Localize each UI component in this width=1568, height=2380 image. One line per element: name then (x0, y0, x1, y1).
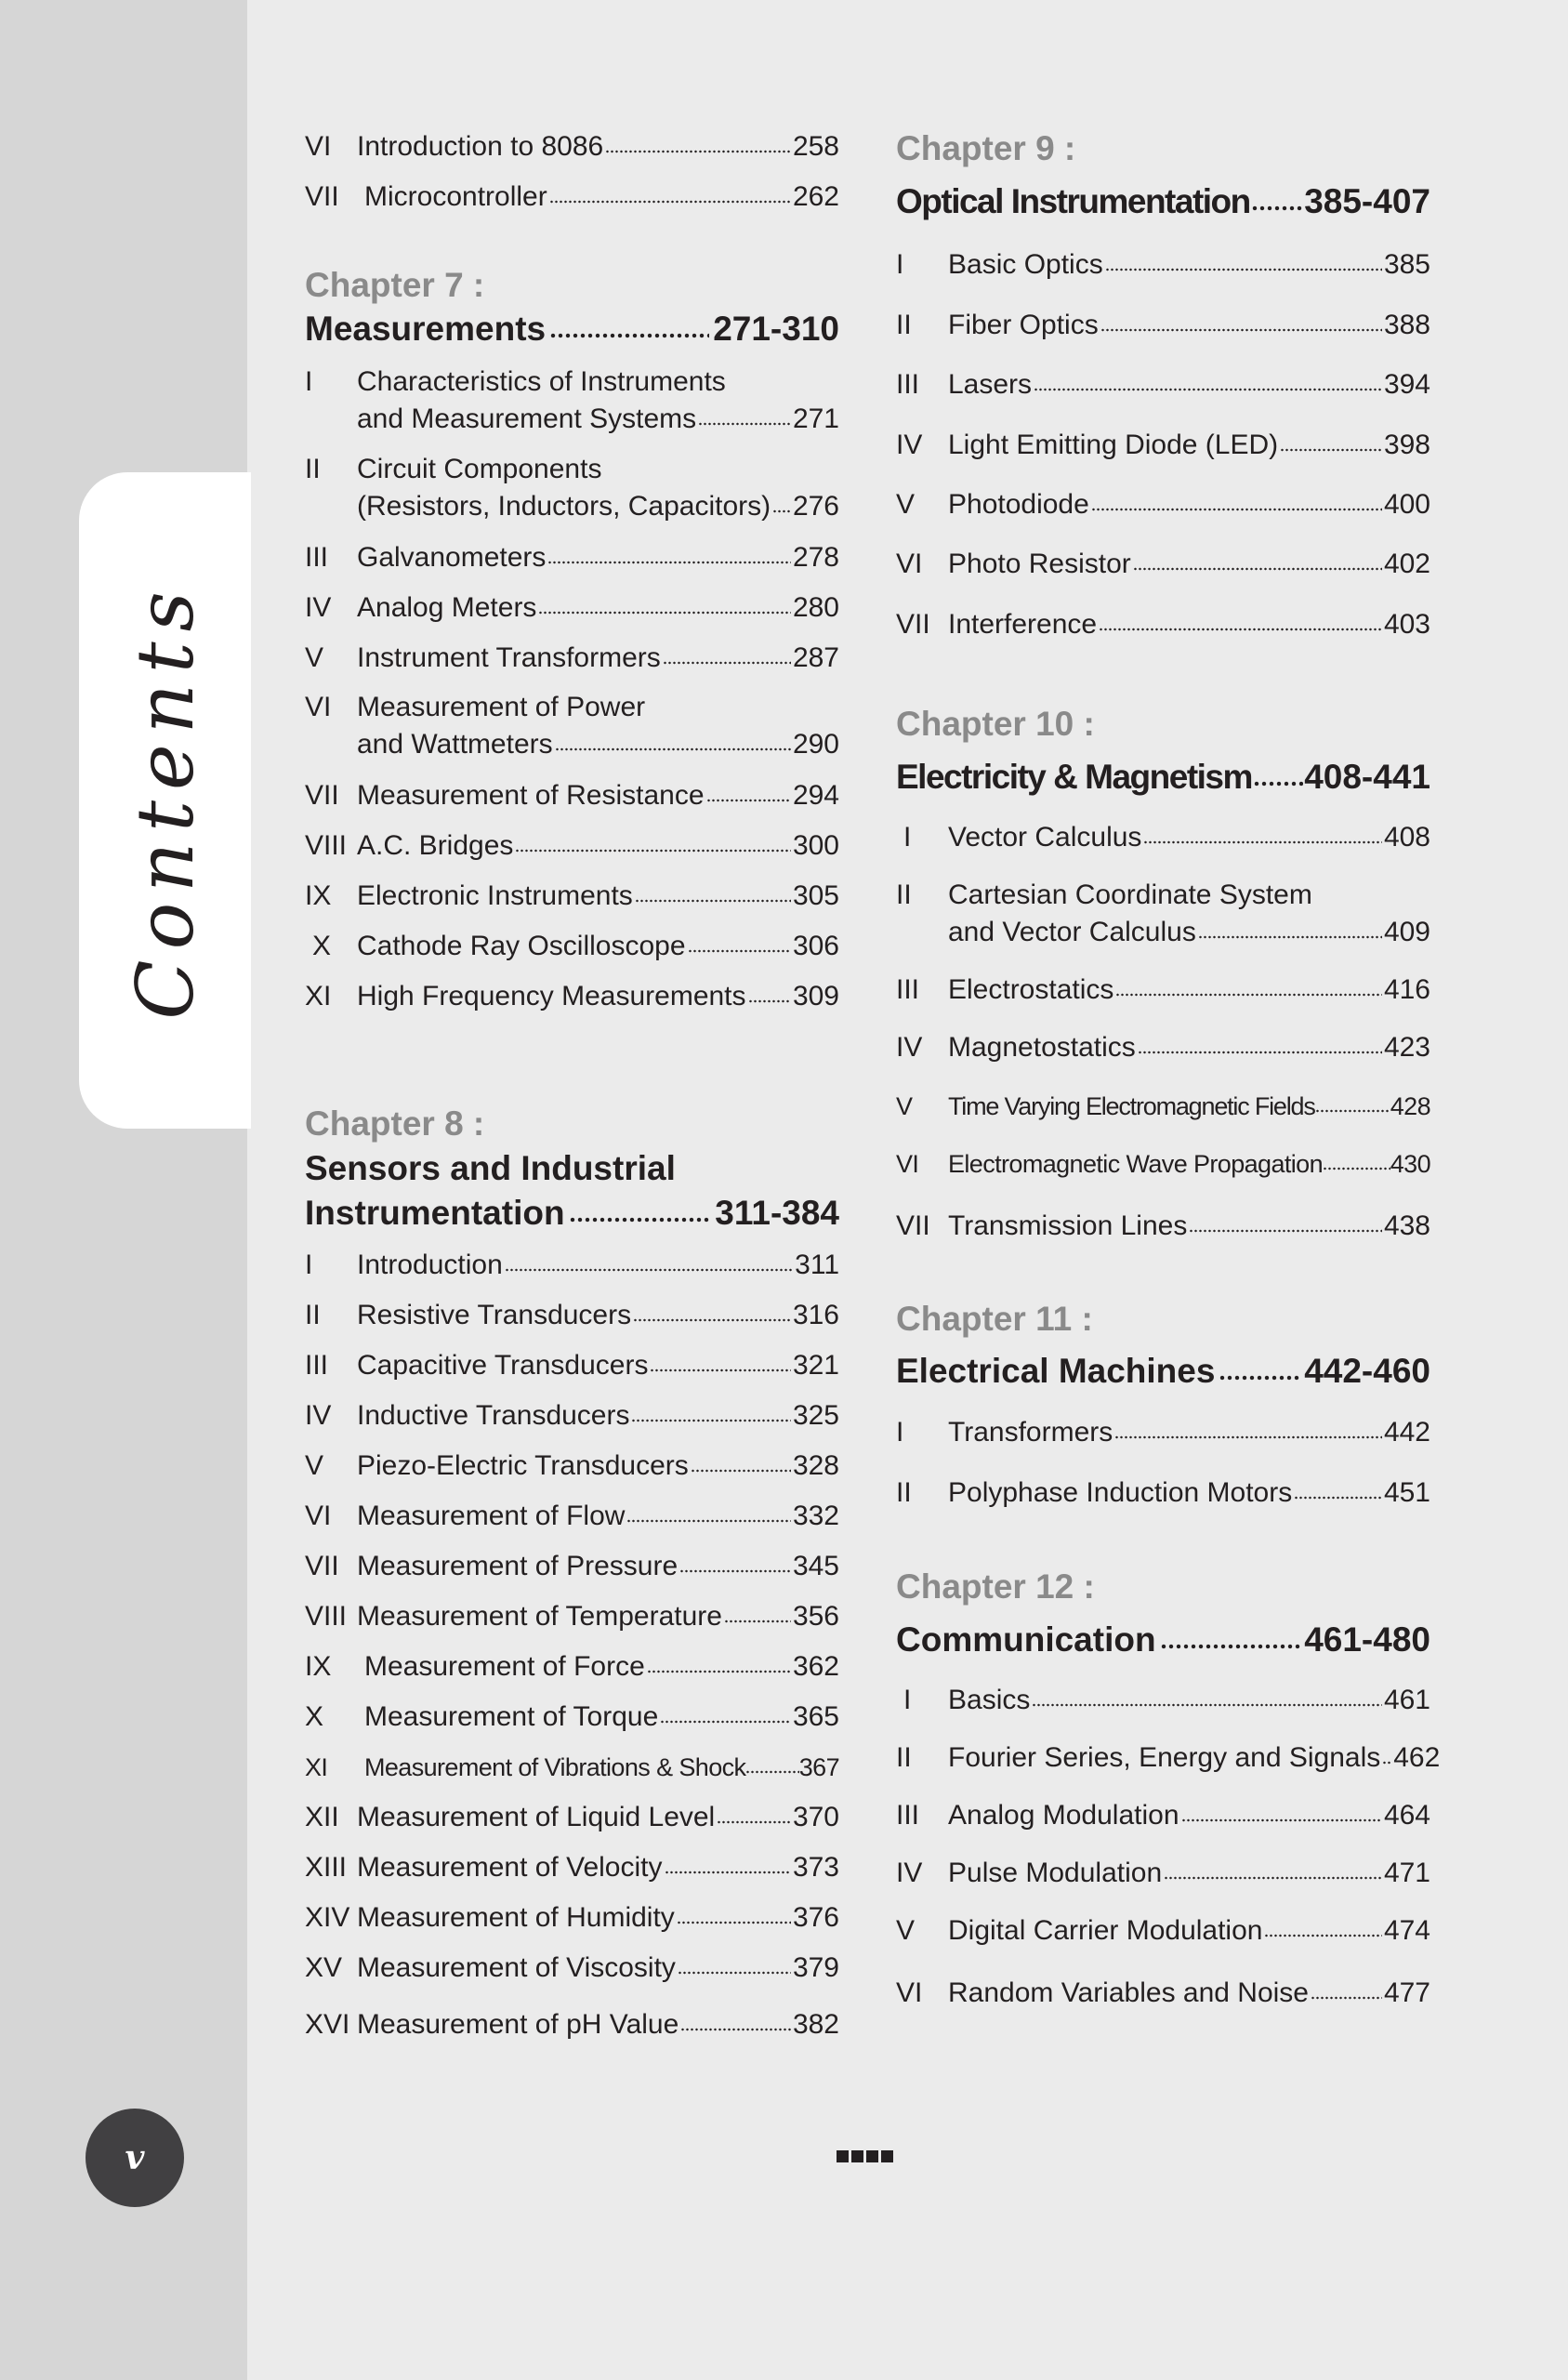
entry-title-line2: and Measurement Systems (357, 403, 697, 434)
entry-page: 294 (792, 780, 839, 811)
entry-number: XV (305, 1952, 343, 1983)
leader-dots (1105, 266, 1382, 273)
entry-number: VII (305, 1551, 339, 1581)
entry-number: XVI (305, 2009, 350, 2040)
contents-label: Contents (120, 581, 211, 1020)
leader-dots (680, 2026, 791, 2033)
entry-number: VII (305, 780, 339, 811)
entry-number: XIV (305, 1902, 350, 1933)
entry-page: 376 (792, 1902, 839, 1933)
chapter-label: Chapter 8 : (305, 1104, 485, 1143)
entry-page: 356 (792, 1601, 839, 1632)
leader-dots (1160, 1642, 1301, 1651)
entry-title: Basic Optics (948, 249, 1103, 280)
entry-page: 428 (1390, 1092, 1430, 1120)
entry-page: 328 (792, 1450, 839, 1481)
entry-page: 309 (792, 981, 839, 1012)
entry-number: X (312, 931, 332, 961)
entry-number: VIII (305, 830, 348, 861)
entry-number: II (896, 310, 912, 340)
entry-page: 306 (792, 931, 839, 961)
leader-dots (677, 1919, 791, 1926)
entry-page: 464 (1383, 1800, 1430, 1831)
entry-page: 373 (792, 1852, 839, 1883)
chapter-name: Measurements (305, 310, 547, 348)
chapter-title[interactable] (896, 1618, 1430, 1662)
entry-title: Pulse Modulation (948, 1858, 1163, 1888)
entry-title: Vector Calculus (948, 822, 1142, 853)
entry-title: Introduction to 8086 (357, 131, 604, 162)
entry-title: Photo Resistor (948, 549, 1131, 579)
entry-page: 311 (795, 1250, 839, 1280)
sidebar (0, 0, 247, 2380)
entry-number: III (305, 1350, 329, 1381)
entry-page: 462 (1393, 1742, 1441, 1773)
entry-number: V (896, 489, 916, 520)
entry-title: Measurement of Liquid Level (357, 1802, 716, 1832)
entry-page: 461 (1383, 1685, 1430, 1715)
entry-number: IX (305, 1651, 332, 1682)
entry-page: 388 (1383, 310, 1430, 340)
leader-dots (678, 1969, 791, 1977)
entry-number: VI (896, 549, 923, 579)
entry-title-line1: Circuit Components (357, 454, 602, 484)
entry-title: Measurement of Pressure (357, 1551, 679, 1581)
chapter-range: 271-310 (713, 310, 839, 348)
entry-number: VII (896, 609, 930, 640)
entry-number: III (896, 1800, 920, 1831)
entry-number: VI (305, 1501, 332, 1531)
entry-title: Measurement of Velocity (357, 1852, 663, 1883)
chapter-label: Chapter 11 : (896, 1300, 1093, 1338)
leader-dots (647, 1668, 791, 1675)
leader-dots (1311, 1994, 1382, 2002)
entry-title: Galvanometers (357, 542, 547, 573)
entry-title: Microcontroller (364, 181, 547, 212)
chapter-title[interactable] (896, 179, 1430, 224)
leader-dots (633, 1316, 791, 1324)
entry-title-line1: Measurement of Power (357, 692, 646, 722)
entry-page: 287 (792, 642, 839, 673)
entry-page: 332 (792, 1501, 839, 1531)
entry-number: IV (896, 430, 923, 460)
leader-dots (1114, 1434, 1382, 1441)
entry-title: Basics (948, 1685, 1031, 1715)
entry-title-line2: and Wattmeters (357, 729, 553, 760)
chapter-title[interactable] (896, 755, 1430, 800)
entry-number: V (896, 1915, 916, 1946)
entry-number: VI (305, 692, 332, 722)
entry-title: Instrument Transformers (357, 642, 661, 673)
leader-dots (663, 659, 791, 667)
entry-number: III (896, 974, 920, 1005)
leader-dots (1264, 1932, 1381, 1939)
entry-page: 430 (1390, 1150, 1430, 1178)
leader-dots (1138, 1049, 1382, 1056)
entry-page: 471 (1383, 1858, 1430, 1888)
entry-title: Fiber Optics (948, 310, 1099, 340)
entry-page: 290 (792, 729, 839, 760)
entry-title-line2: (Resistors, Inductors, Capacitors) (357, 491, 771, 522)
chapter-title[interactable] (305, 1146, 839, 1236)
leader-dots (1143, 839, 1382, 846)
entry-page: 262 (792, 181, 839, 212)
entry-number: III (305, 542, 329, 573)
entry-number: VI (896, 1150, 919, 1178)
entry-title: Time Varying Electromagnetic Fields (948, 1092, 1315, 1120)
entry-title: Measurement of Flow (357, 1501, 626, 1531)
leader-dots (717, 1818, 791, 1826)
chapter-name-line1: Sensors and Industrial (305, 1149, 676, 1187)
leader-dots (538, 609, 791, 616)
entry-number: I (903, 822, 912, 853)
entry-title: Interference (948, 609, 1098, 640)
entry-page: 398 (1383, 430, 1430, 460)
entry-title: Fourier Series, Energy and Signals (948, 1742, 1381, 1773)
entry-page: 321 (792, 1350, 839, 1381)
leader-dots (1189, 1227, 1382, 1235)
entry-number: IV (305, 592, 332, 623)
entry-number: VII (896, 1210, 930, 1241)
leader-dots (679, 1567, 791, 1575)
entry-title: Measurement of pH Value (357, 2009, 679, 2040)
leader-dots (605, 148, 791, 155)
chapter-range: 442-460 (1304, 1352, 1430, 1390)
leader-dots (631, 1417, 790, 1424)
entry-title: Piezo-Electric Transducers (357, 1450, 689, 1481)
chapter-range: 311-384 (715, 1194, 839, 1232)
entry-page: 416 (1383, 974, 1430, 1005)
entry-page: 409 (1383, 917, 1430, 947)
entry-title: Lasers (948, 369, 1033, 400)
entry-title: Electrostatics (948, 974, 1114, 1005)
entry-page: 408 (1383, 822, 1430, 853)
entry-title: Capacitive Transducers (357, 1350, 649, 1381)
entry-title: Introduction (357, 1250, 503, 1280)
chapter-range: 461-480 (1304, 1620, 1430, 1659)
leader-dots (1253, 779, 1303, 788)
chapter-title[interactable] (305, 307, 839, 351)
leader-dots (1034, 386, 1382, 393)
chapter-label: Chapter 10 : (896, 705, 1095, 743)
chapter-label: Chapter 7 : (305, 266, 485, 304)
entry-title: Inductive Transducers (357, 1400, 630, 1431)
leader-dots (569, 1215, 712, 1224)
chapter-name: Electrical Machines (896, 1352, 1216, 1390)
leader-dots (1091, 506, 1382, 513)
entry-page: 280 (792, 592, 839, 623)
entry-title: Electronic Instruments (357, 880, 633, 911)
entry-title: High Frequency Measurements (357, 981, 746, 1012)
leader-dots (1032, 1701, 1382, 1709)
entry-number: II (305, 1300, 321, 1330)
entry-number: XI (305, 981, 332, 1012)
leader-dots (1115, 991, 1382, 998)
page-number-badge (86, 2109, 184, 2207)
entry-page: 438 (1383, 1210, 1430, 1241)
chapter-name: Electricity & Magnetism (896, 758, 1252, 796)
leader-dots (549, 331, 709, 340)
entry-title: Cathode Ray Oscilloscope (357, 931, 686, 961)
leader-dots (626, 1517, 790, 1525)
entry-page: 400 (1383, 489, 1430, 520)
leader-dots (1219, 1373, 1300, 1382)
entry-title: Digital Carrier Modulation (948, 1915, 1263, 1946)
entry-page: 423 (1383, 1032, 1430, 1063)
entry-title: Measurement of Vibrations & Shock (364, 1753, 746, 1781)
entry-page: 382 (792, 2009, 839, 2040)
chapter-range: 385-407 (1304, 182, 1430, 220)
entry-title: Transmission Lines (948, 1210, 1188, 1241)
leader-dots (549, 198, 791, 205)
entry-title: Analog Meters (357, 592, 537, 623)
entry-title: Measurement of Force (364, 1651, 645, 1682)
leader-dots (1294, 1494, 1382, 1501)
entry-title: Measurement of Torque (364, 1701, 659, 1732)
leader-dots (1323, 1165, 1390, 1172)
entry-page: 305 (792, 880, 839, 911)
entry-number: I (903, 1685, 912, 1715)
entry-number: II (896, 879, 912, 910)
leader-dots (547, 559, 791, 566)
entry-title: Photodiode (948, 489, 1089, 520)
entry-title: Electromagnetic Wave Propagation (948, 1150, 1324, 1178)
entry-number: IV (896, 1032, 923, 1063)
chapter-range: 408-441 (1304, 758, 1430, 796)
entry-title: Analog Modulation (948, 1800, 1179, 1831)
entry-title-line1: Cartesian Coordinate System (948, 879, 1312, 910)
entry-page: 362 (792, 1651, 839, 1682)
entry-number: II (305, 454, 321, 484)
leader-dots (1100, 326, 1382, 334)
entry-page: 442 (1383, 1417, 1430, 1448)
entry-number: VII (305, 181, 339, 212)
entry-page: 403 (1383, 609, 1430, 640)
entry-page: 278 (792, 542, 839, 573)
entry-number: VIII (305, 1601, 348, 1632)
entry-page: 345 (792, 1551, 839, 1581)
leader-dots (1164, 1874, 1382, 1882)
entry-number: III (896, 369, 920, 400)
entry-title: Resistive Transducers (357, 1300, 632, 1330)
entry-title: A.C. Bridges (357, 830, 514, 861)
leader-dots (688, 947, 791, 955)
leader-dots (724, 1618, 791, 1625)
entry-number: V (305, 1450, 324, 1481)
entry-title: Measurement of Humidity (357, 1902, 675, 1933)
entry-title: Measurement of Viscosity (357, 1952, 676, 1983)
page-number: v (125, 2138, 145, 2177)
entry-page: 325 (792, 1400, 839, 1431)
leader-dots (1181, 1817, 1382, 1824)
entry-page: 276 (792, 491, 839, 522)
entry-number: VI (896, 1977, 923, 2008)
entry-number: V (896, 1092, 913, 1120)
entry-page: 394 (1383, 369, 1430, 400)
entry-number: IV (896, 1858, 923, 1888)
leader-dots (660, 1718, 791, 1726)
entry-page: 402 (1383, 549, 1430, 579)
leader-dots (505, 1266, 793, 1274)
entry-number: XI (305, 1753, 328, 1781)
leader-dots (635, 897, 791, 905)
entry-number: II (896, 1477, 912, 1508)
leader-dots (745, 1768, 798, 1776)
chapter-label: Chapter 9 : (896, 129, 1076, 167)
entry-title: Transformers (948, 1417, 1113, 1448)
entry-number: XII (305, 1802, 339, 1832)
entry-title-line1: Characteristics of Instruments (357, 366, 726, 397)
leader-dots (772, 508, 791, 515)
chapter-label: Chapter 12 : (896, 1567, 1095, 1606)
entry-number: I (896, 249, 904, 280)
leader-dots (1133, 565, 1382, 573)
entry-page: 370 (792, 1802, 839, 1832)
entry-number: I (305, 366, 313, 397)
leader-dots (515, 847, 791, 854)
entry-title: Measurement of Resistance (357, 780, 705, 811)
entry-title: Measurement of Temperature (357, 1601, 722, 1632)
entry-page: 271 (792, 403, 839, 434)
entry-number: IV (305, 1400, 332, 1431)
leader-dots (1198, 933, 1382, 941)
leader-dots (665, 1869, 791, 1876)
entry-page: 316 (792, 1300, 839, 1330)
entry-title: Random Variables and Noise (948, 1977, 1309, 2008)
leader-dots (555, 746, 791, 753)
entry-page: 258 (792, 131, 839, 162)
entry-number: IX (305, 880, 332, 911)
entry-number: X (305, 1701, 324, 1732)
entry-number: II (896, 1742, 912, 1773)
leader-dots (706, 797, 791, 804)
entry-page: 365 (792, 1701, 839, 1732)
entry-page: 451 (1383, 1477, 1430, 1508)
entry-title: Magnetostatics (948, 1032, 1136, 1063)
entry-page: 477 (1383, 1977, 1430, 2008)
leader-dots (1099, 626, 1382, 633)
entry-page: 385 (1383, 249, 1430, 280)
entry-title-line2: and Vector Calculus (948, 917, 1196, 947)
leader-dots (1280, 446, 1382, 454)
leader-dots (748, 998, 791, 1005)
chapter-name-line2: Instrumentation (305, 1194, 565, 1232)
entry-title: Polyphase Induction Motors (948, 1477, 1293, 1508)
entry-number: I (896, 1417, 904, 1448)
entry-page: 300 (792, 830, 839, 861)
entry-number: V (305, 642, 324, 673)
leader-dots (1251, 204, 1303, 213)
chapter-name: Optical Instrumentation (896, 182, 1250, 220)
entry-title: Light Emitting Diode (LED) (948, 430, 1279, 460)
chapter-name: Communication (896, 1620, 1156, 1659)
leader-dots (691, 1467, 791, 1474)
entry-page: 367 (798, 1753, 839, 1781)
chapter-title[interactable] (896, 1349, 1430, 1394)
leader-dots (698, 420, 791, 428)
entry-page: 474 (1383, 1915, 1430, 1946)
leader-dots (650, 1367, 790, 1374)
end-of-contents-mark (837, 2150, 893, 2162)
leader-dots (1315, 1107, 1390, 1115)
entry-number: VI (305, 131, 332, 162)
entry-page: 379 (792, 1952, 839, 1983)
entry-number: I (305, 1250, 313, 1280)
leader-dots (1382, 1759, 1391, 1766)
entry-number: XIII (305, 1852, 348, 1883)
